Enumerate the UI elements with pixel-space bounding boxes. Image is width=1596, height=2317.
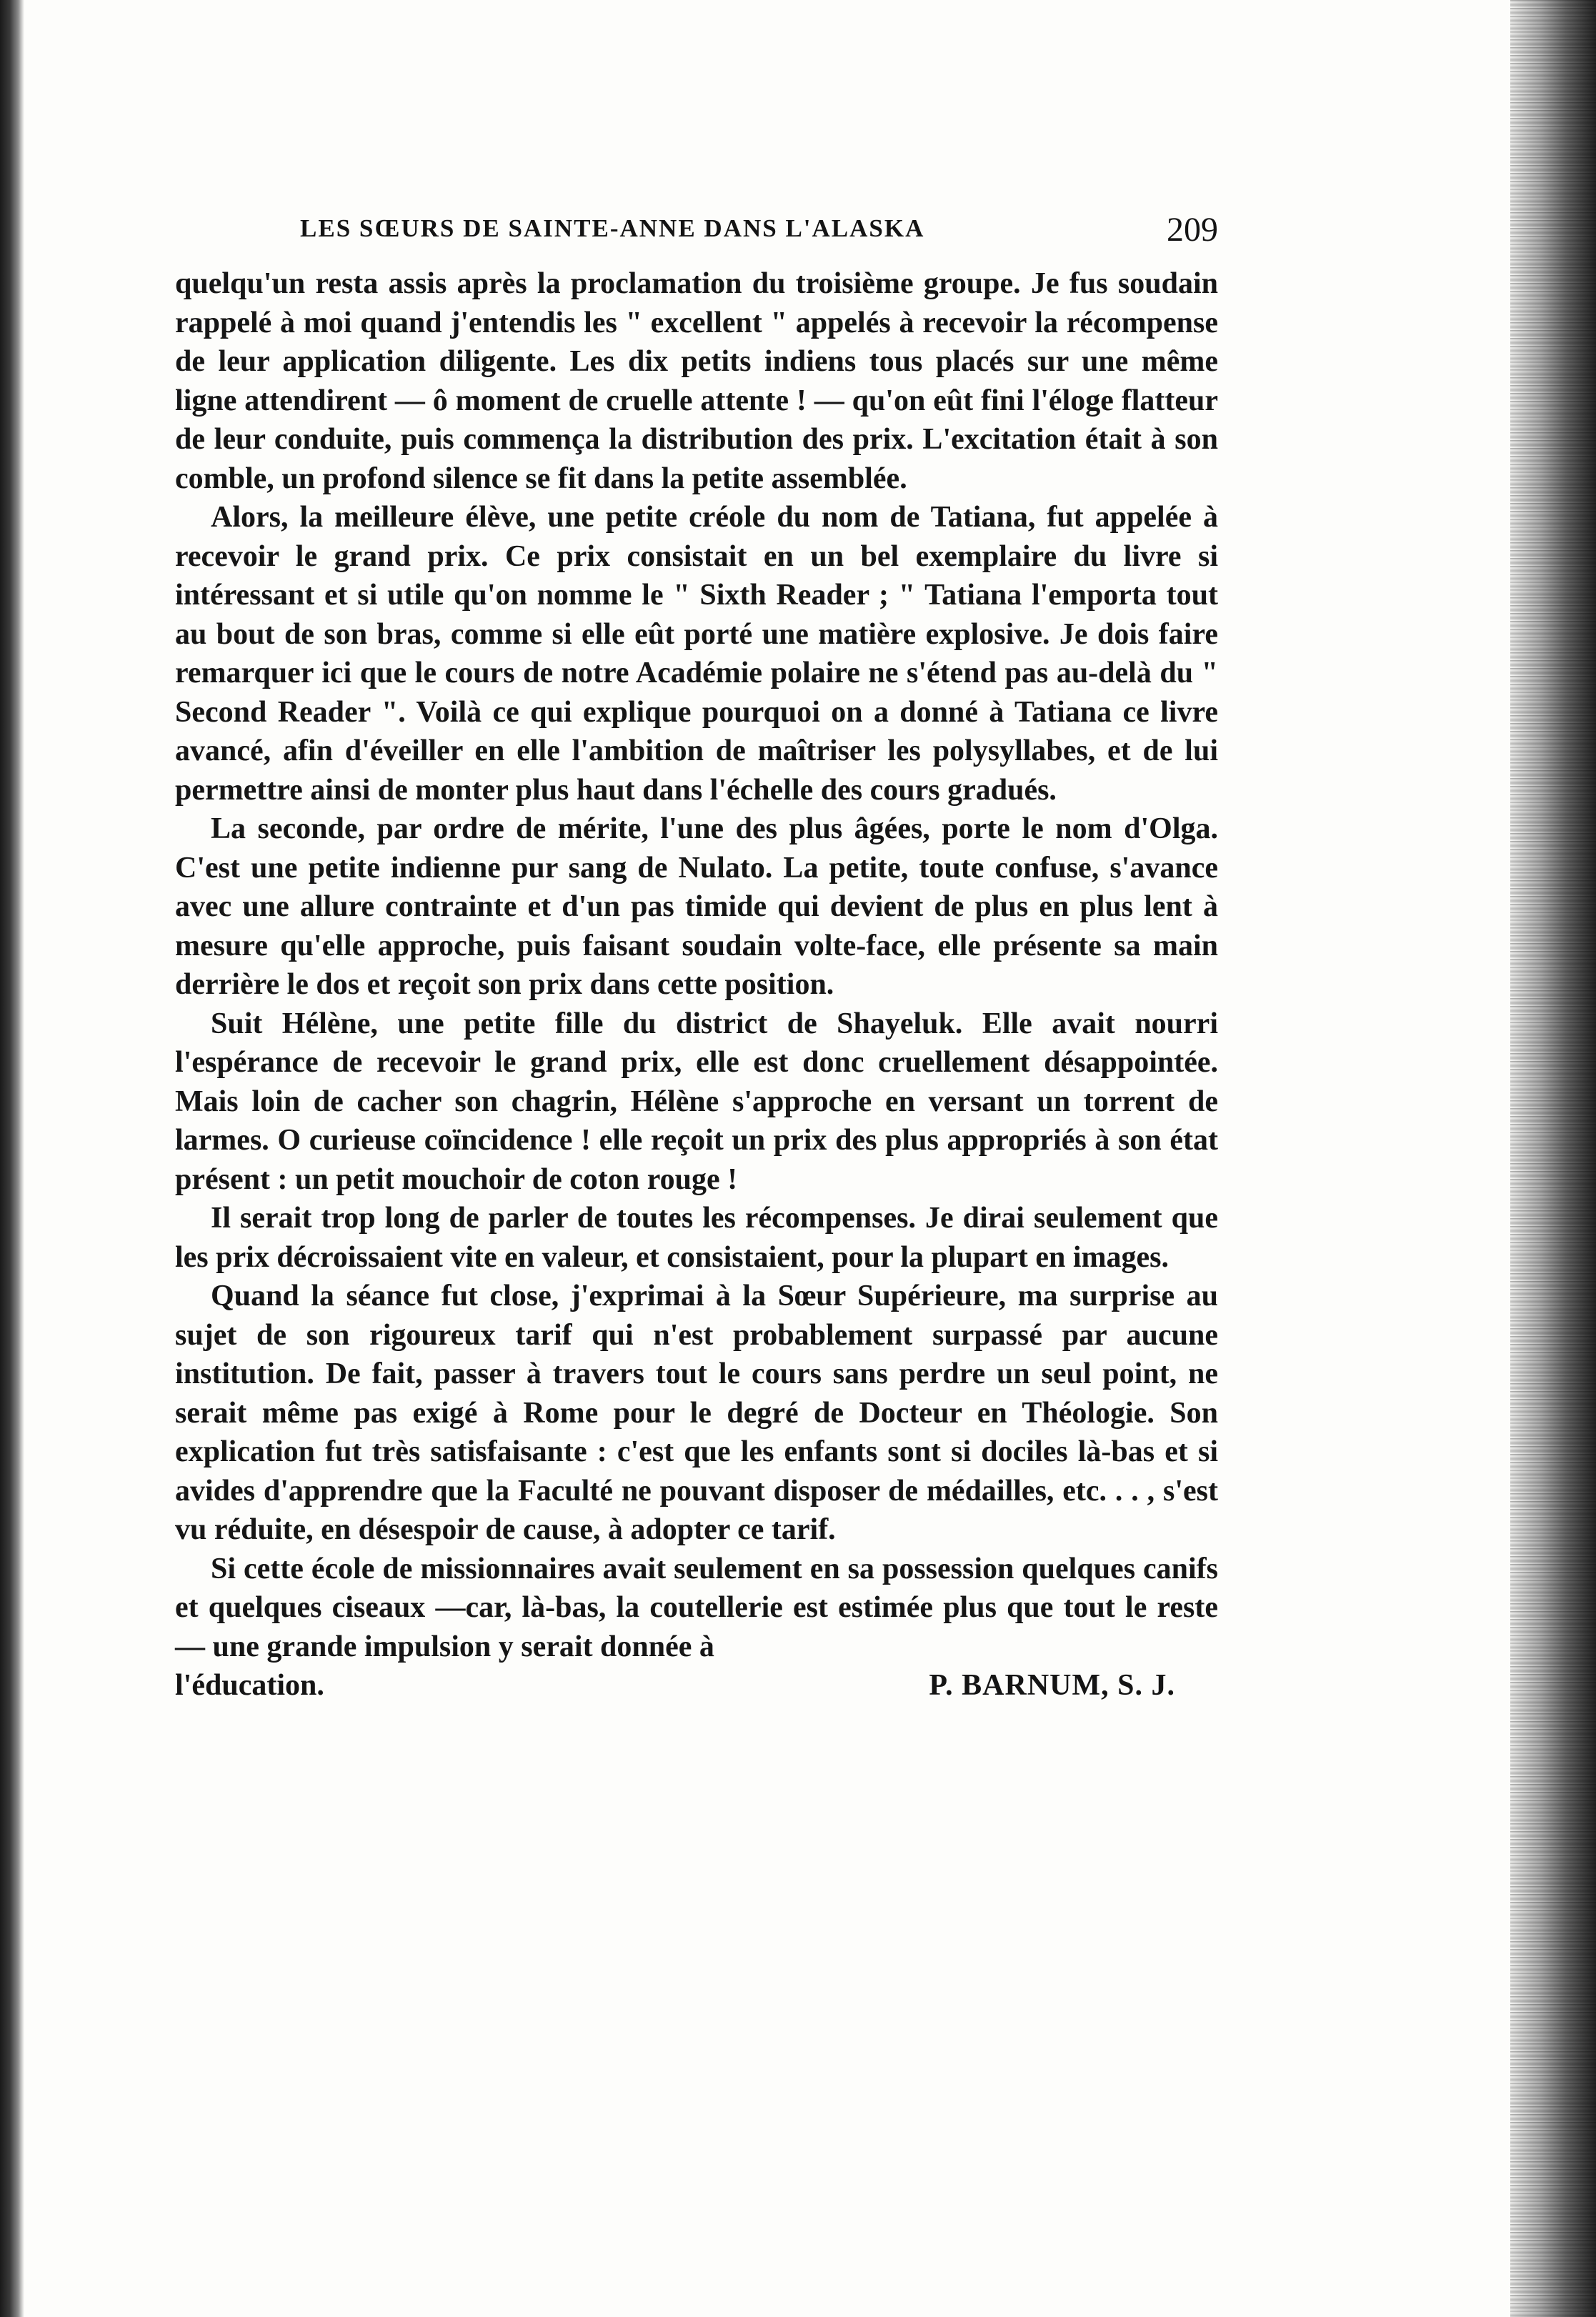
- scan-edge-left: [0, 0, 24, 2317]
- closing-line: [175, 1666, 1218, 1705]
- paragraph-6: Quand la séance fut close, j'exprimai à la Sœur Supérieure, ma surprise au sujet de son rigoureux tarif qui n'est probablement surpassé par aucune institution. De fait, passer à travers tout le cours sans perdre un seul point, ne serait même pas exigé à Rome pour le degré de Docteur en Théologie. Son explication fut très satisfaisante : c'est que les enfants sont si dociles là-bas et si avides d'apprendre que la Faculté ne pouvant disposer de médailles, etc. . . , s'est vu réduite, en désespoir de cause, à adopter ce tarif.: [175, 1280, 1218, 1546]
- paragraph-7: Si cette école de missionnaires avait seulement en sa possession quelques canifs et quelques ciseaux —car, là-bas, la coutellerie est estimée plus que tout le reste — une grande impulsion y serait donnée à: [175, 1552, 1218, 1663]
- book-page: [175, 211, 1218, 1705]
- body-text: [175, 264, 1218, 1666]
- scan-edge-right: [1510, 0, 1596, 2317]
- paragraph-3: La seconde, par ordre de mérite, l'une des plus âgées, porte le nom d'Olga. C'est une petite indienne pur sang de Nulato. La petite, toute confuse, s'avance avec une allure contrainte et d'un pas timide qui devient de plus en plus lent à mesure qu'elle approche, puis faisant soudain volte-face, elle présente sa main derrière le dos et reçoit son prix dans cette position.: [175, 812, 1218, 1001]
- paragraph-4: Suit Hélène, une petite fille du district de Shayeluk. Elle avait nourri l'espérance de recevoir le grand prix, elle est donc cruellement désappointée. Mais loin de cacher son chagrin, Hélène s'approche en versant un torrent de larmes. O curieuse coïncidence ! elle reçoit un prix des plus appropriés à son état présent : un petit mouchoir de coton rouge !: [175, 1007, 1218, 1196]
- running-title: LES SŒURS DE SAINTE-ANNE DANS L'ALASKA: [300, 214, 925, 242]
- paragraph-1: quelqu'un resta assis après la proclamation du troisième groupe. Je fus soudain rappelé à moi quand j'entendis les " excellent " appelés à recevoir la récompense de leur application diligente. Les dix petits indiens tous placés sur une même ligne attendirent — ô moment de cruelle attente ! — qu'on eût fini l'éloge flatteur de leur conduite, puis commença la distribution des prix. L'excitation était à son comble, un profond silence se fit dans la petite assemblée.: [175, 267, 1218, 495]
- paragraph-2: Alors, la meilleure élève, une petite créole du nom de Tatiana, fut appelée à recevoir le grand prix. Ce prix consistait en un bel exemplaire du livre si intéressant et si utile qu'on nomme le " Sixth Reader ; " Tatiana l'emporta tout au bout de son bras, comme si elle eût porté une matière explosive. Je dois faire remarquer ici que le cours de notre Académie polaire ne s'étend pas au-delà du " Second Reader ". Voilà ce qui explique pourquoi on a donné à Tatiana ce livre avancé, afin d'éveiller en elle l'ambition de maîtriser les polysyllabes, et de lui permettre ainsi de monter plus haut dans l'échelle des cours gradués.: [175, 501, 1218, 807]
- page-number: 209: [1167, 211, 1218, 249]
- paragraph-5: Il serait trop long de parler de toutes les récompenses. Je dirai seulement que les prix décroissaient vite en valeur, et consistaient, pour la plupart en images.: [175, 1202, 1218, 1274]
- closing-words: l'éducation.: [175, 1669, 324, 1702]
- author-signature: P. BARNUM, S. J.: [929, 1669, 1175, 1702]
- running-head: [175, 211, 1218, 264]
